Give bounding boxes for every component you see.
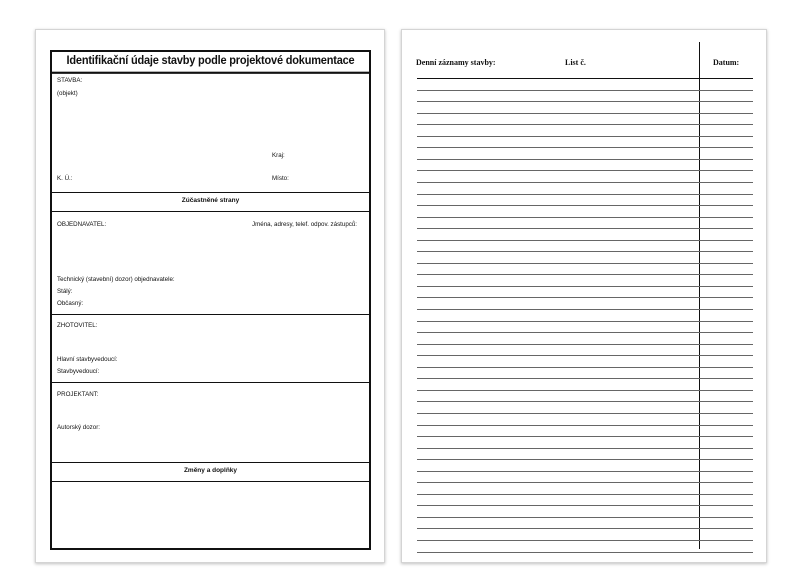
ruled-line <box>417 390 753 391</box>
daily-records-label: Denní záznamy stavby: <box>416 58 496 67</box>
stavba-label: STAVBA: <box>57 77 83 84</box>
ruled-line <box>417 505 753 506</box>
misto-label: Místo: <box>272 175 289 182</box>
ruled-line <box>417 194 753 195</box>
stavbyvedouci-label: Stavbyvedoucí: <box>57 368 100 375</box>
objekt-label: (objekt) <box>57 90 78 97</box>
ruled-line <box>417 182 753 183</box>
ruled-line <box>417 448 753 449</box>
ruled-line <box>417 344 753 345</box>
objednavatel-label: OBJEDNAVATEL: <box>57 221 107 228</box>
form-title: Identifikační údaje stavby podle projektové dokumentace <box>52 51 369 74</box>
divider <box>52 481 369 482</box>
ruled-line <box>417 552 753 553</box>
ruled-line <box>417 274 753 275</box>
ruled-line <box>417 263 753 264</box>
ruled-line <box>417 367 753 368</box>
ruled-line <box>417 482 753 483</box>
staly-label: Stálý: <box>57 288 73 295</box>
ruled-line <box>417 413 753 414</box>
obcasny-label: Občasný: <box>57 300 84 307</box>
ruled-line <box>417 159 753 160</box>
date-column-divider <box>699 42 700 549</box>
ruled-line <box>417 471 753 472</box>
section-parties-heading: Zúčastněné strany <box>181 197 240 204</box>
sheet-number-label: List č. <box>565 58 586 67</box>
ruled-line <box>417 136 753 137</box>
ruled-line <box>417 378 753 379</box>
ruled-line <box>417 124 753 125</box>
divider <box>52 211 369 212</box>
ruled-line <box>417 459 753 460</box>
projektant-label: PROJEKTANT: <box>57 391 99 398</box>
ruled-line <box>417 355 753 356</box>
ku-label: K. Ú.: <box>57 175 73 182</box>
ruled-line <box>417 251 753 252</box>
divider <box>52 314 369 315</box>
ruled-line <box>417 321 753 322</box>
identification-form <box>50 50 371 550</box>
autorsky-dozor-label: Autorský dozor: <box>57 424 100 431</box>
ruled-line <box>417 297 753 298</box>
divider <box>52 382 369 383</box>
ruled-line <box>417 170 753 171</box>
ruled-line <box>417 436 753 437</box>
right-records-page <box>401 29 767 563</box>
ruled-line <box>417 528 753 529</box>
ruled-line <box>417 78 753 79</box>
kraj-label: Kraj: <box>272 152 285 159</box>
ruled-line <box>417 540 753 541</box>
ruled-line <box>417 494 753 495</box>
ruled-line <box>417 286 753 287</box>
left-form-page <box>35 29 385 563</box>
section-changes-heading: Změny a doplňky <box>183 467 238 474</box>
ruled-line <box>417 240 753 241</box>
ruled-line <box>417 425 753 426</box>
ruled-line <box>417 332 753 333</box>
ruled-line <box>417 401 753 402</box>
technical-supervision-label: Technický (stavební) dozor) objednavatele: <box>57 276 175 283</box>
ruled-line <box>417 309 753 310</box>
ruled-line <box>417 205 753 206</box>
ruled-line <box>417 101 753 102</box>
hlavni-stavbyvedouci-label: Hlavní stavbyvedoucí: <box>57 356 118 363</box>
date-label: Datum: <box>713 58 740 67</box>
ruled-line <box>417 228 753 229</box>
ruled-line <box>417 90 753 91</box>
zhotovitel-label: ZHOTOVITEL: <box>57 322 98 329</box>
ruled-line <box>417 147 753 148</box>
ruled-line <box>417 113 753 114</box>
ruled-line <box>417 517 753 518</box>
contacts-note: Jména, adresy, telef. odpov. zástupců: <box>252 221 358 228</box>
ruled-line <box>417 217 753 218</box>
